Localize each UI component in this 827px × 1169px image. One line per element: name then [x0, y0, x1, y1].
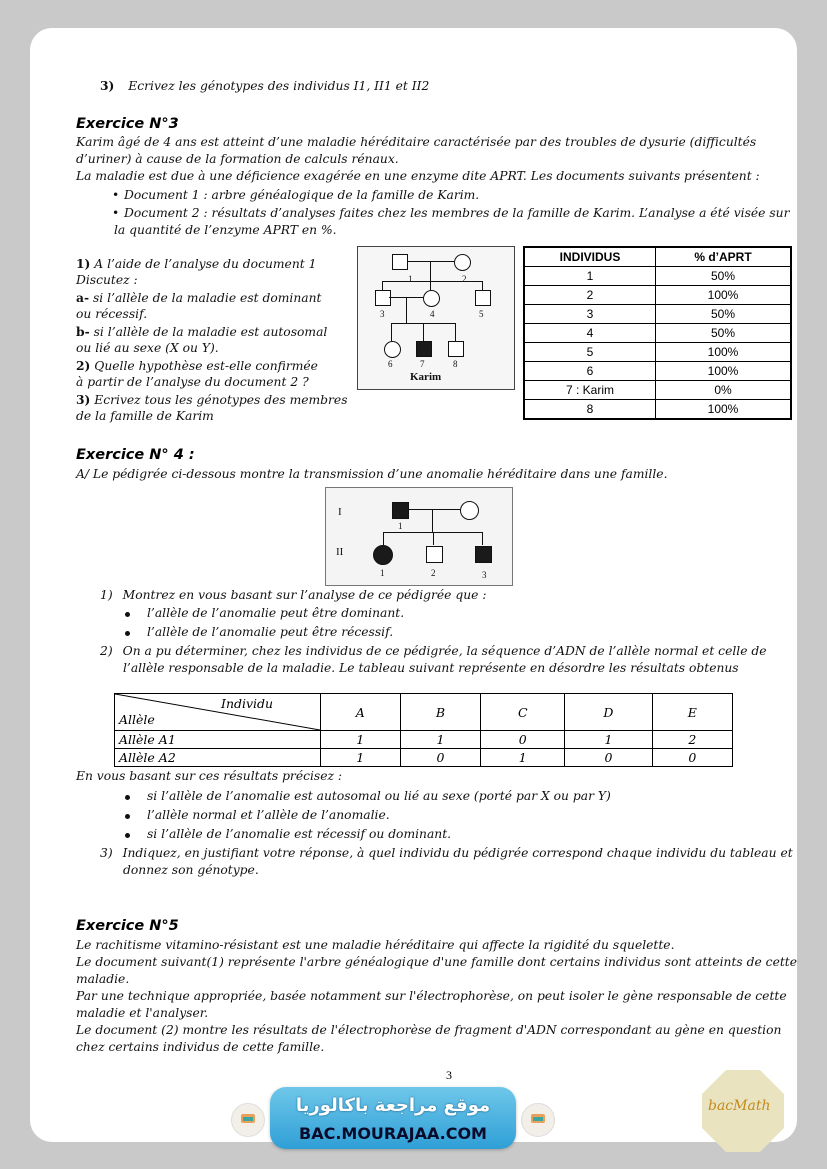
- col-header: A: [321, 694, 401, 731]
- cell: 2: [652, 731, 732, 749]
- bullet: [125, 631, 130, 636]
- sibship-line: [382, 281, 483, 282]
- row-label: Allèle A2: [115, 749, 321, 767]
- cell: 4: [524, 324, 656, 343]
- label-4: 4: [430, 309, 435, 319]
- cell: 1: [524, 267, 656, 286]
- ex3-line-1: Karim âgé de 4 ans est atteint d’une maladie héréditaire caractérisée par des troubles de dysurie (difficultés: [76, 135, 757, 149]
- individual-I1-affected-male: [392, 502, 409, 519]
- individual-8-male: [448, 341, 464, 357]
- q-text: Montrez en vous basant sur l’analyse de ce pédigrée que :: [122, 588, 487, 602]
- cell: 100%: [656, 343, 792, 362]
- ex3-question-b: [76, 323, 327, 341]
- corner-bottom: Allèle: [119, 712, 155, 727]
- ex3-bullet-document-2-cont: la quantité de l’enzyme APRT en %.: [114, 223, 337, 237]
- cell: 100%: [656, 286, 792, 305]
- ex5-line-7: chez certains individus de cette famille.: [76, 1040, 325, 1054]
- header-aprt: % d’APRT: [656, 247, 792, 267]
- individual-2-female: [454, 254, 471, 271]
- col-header: E: [652, 694, 732, 731]
- previous-question: [100, 77, 429, 95]
- branch-line: [455, 323, 456, 341]
- cell: 7 : Karim: [524, 381, 656, 400]
- cell: 2: [524, 286, 656, 305]
- table-row: [524, 286, 791, 305]
- generation-II: II: [336, 546, 344, 558]
- right-badge-icon: [521, 1103, 555, 1137]
- individual-I2-female: [460, 501, 479, 520]
- row-label: Allèle A1: [115, 731, 321, 749]
- branch-line: [482, 281, 483, 290]
- q-text: On a pu déterminer, chez les individus de ce pédigrée, la séquence d’ADN de l’allèle normal et celle de: [122, 644, 767, 658]
- ex4-question-2: [100, 643, 767, 660]
- q-text: si l’allèle de la maladie est dominant: [89, 291, 322, 305]
- q-text: Indiquez, en justifiant votre réponse, à quel individu du pédigrée correspond chaque individu du tableau et: [122, 846, 793, 860]
- q-num: b-: [76, 324, 90, 339]
- ex5-line-1: Le rachitisme vitamino-résistant est une maladie héréditaire qui affecte la rigidité du squelette.: [76, 938, 675, 952]
- individual-II2-male: [426, 546, 443, 563]
- banner-url: BAC.MOURAJAA.COM: [299, 1124, 487, 1143]
- label-5: 5: [479, 309, 484, 319]
- generation-I: I: [338, 506, 342, 518]
- branch-line: [430, 281, 431, 290]
- individual-II1-affected-female: [373, 545, 393, 565]
- branch-line: [391, 323, 392, 341]
- ex4-after-table: En vous basant sur ces résultats précisez :: [76, 769, 343, 783]
- ex4-bullet-2: l’allèle normal et l’allèle de l’anomalie.: [147, 808, 390, 822]
- ex5-line-6: Le document (2) montre les résultats de l'électrophorèse de fragment d'ADN correspondant au gène en question: [76, 1023, 782, 1037]
- cell: 0%: [656, 381, 792, 400]
- descent-line: [430, 261, 431, 281]
- cell: 3: [524, 305, 656, 324]
- cell: 5: [524, 343, 656, 362]
- label-II2: 2: [431, 568, 436, 578]
- cell: 1: [321, 731, 401, 749]
- col-header: C: [481, 694, 565, 731]
- table-row: [524, 381, 791, 400]
- exercise-5-title: Exercice N°5: [76, 918, 179, 934]
- q-text: A l’aide de l’analyse du document 1: [90, 257, 317, 271]
- label-I1: 1: [398, 521, 403, 531]
- table-row: [524, 362, 791, 381]
- label-8: 8: [453, 359, 458, 369]
- individual-II3-affected-male: [475, 546, 492, 563]
- descent-line: [432, 509, 433, 532]
- q-num: 3): [76, 392, 91, 407]
- marriage-line: [407, 509, 460, 510]
- q-num: 2): [100, 644, 113, 658]
- header-individus: INDIVIDUS: [524, 247, 656, 267]
- q-num: 1): [100, 588, 113, 602]
- cell: 1: [481, 749, 565, 767]
- q-num: 1): [76, 256, 91, 271]
- allele-table: [114, 693, 733, 767]
- ex4-q1-bullet-2: l’allèle de l’anomalie peut être récessif.: [147, 625, 394, 639]
- page-number: 3: [446, 1068, 452, 1082]
- ex3-bullet-document-2: • Document 2 : résultats d’analyses faites chez les membres de la famille de Karim. L’analyse a été visée sur: [124, 205, 789, 222]
- bullet: [125, 795, 130, 800]
- individual-6-female: [384, 341, 401, 358]
- bullet: [125, 814, 130, 819]
- label-II3: 3: [482, 570, 487, 580]
- ex4-bullet-1: si l’allèle de l’anomalie est autosomal ou lié au sexe (porté par X ou par Y): [147, 789, 611, 803]
- table-row: [524, 267, 791, 286]
- label-II1: 1: [380, 568, 385, 578]
- exercise-3-title: Exercice N°3: [76, 116, 179, 132]
- ex3-line-2: d’uriner) à cause de la formation de calculs rénaux.: [76, 152, 399, 166]
- bacmath-logo: [700, 1068, 786, 1154]
- site-banner[interactable]: [270, 1087, 516, 1149]
- label-7: 7: [420, 359, 425, 369]
- individual-7-affected-male: [416, 341, 432, 357]
- q-text: Ecrivez tous les génotypes des membres: [90, 393, 348, 407]
- ex3-question-b-line-2: ou lié au sexe (X ou Y).: [76, 341, 219, 355]
- cell: 0: [565, 749, 652, 767]
- ex3-question-a-line-2: ou récessif.: [76, 307, 148, 321]
- ex3-question-3: [76, 391, 348, 409]
- table-row: [524, 400, 791, 420]
- cell: 50%: [656, 267, 792, 286]
- logo-text: bacMath: [708, 1098, 771, 1114]
- cell: 1: [565, 731, 652, 749]
- ex5-line-4: Par une technique appropriée, basée notamment sur l'électrophorèse, on peut isoler le gène responsable de cette: [76, 989, 787, 1003]
- ex5-line-5: maladie et l'analyser.: [76, 1006, 209, 1020]
- branch-line: [433, 532, 434, 545]
- ex5-line-3: maladie.: [76, 972, 130, 986]
- cell: 1: [321, 749, 401, 767]
- exercise-4-title: Exercice N° 4 :: [76, 447, 195, 463]
- cell: 50%: [656, 324, 792, 343]
- table-row: [115, 731, 733, 749]
- branch-line: [382, 281, 383, 290]
- col-header: D: [565, 694, 652, 731]
- q-num: a-: [76, 290, 90, 305]
- cell: 6: [524, 362, 656, 381]
- branch-line: [383, 532, 384, 545]
- table-row: [524, 324, 791, 343]
- question-number: 3): [100, 78, 115, 93]
- individual-5-male: [475, 290, 491, 306]
- cell: 0: [400, 749, 481, 767]
- q-text: si l’allèle de la maladie est autosomal: [89, 325, 328, 339]
- individual-4-female: [423, 290, 440, 307]
- cell: 8: [524, 400, 656, 420]
- ex4-question-1: [100, 587, 486, 604]
- cell: 0: [481, 731, 565, 749]
- ex3-question-3-line-2: de la famille de Karim: [76, 409, 214, 423]
- table-row: [115, 749, 733, 767]
- ex3-question-1-line-2: Discutez :: [76, 273, 138, 287]
- label-2: 2: [462, 274, 467, 284]
- individual-1-male: [392, 254, 408, 270]
- cell: 0: [652, 749, 732, 767]
- ex4-question-3-line-2: donnez son génotype.: [123, 863, 259, 877]
- ex3-line-3: La maladie est due à une déficience exagérée en une enzyme dite APRT. Les documents suivants présentent :: [76, 169, 760, 183]
- ex3-question-1: [76, 255, 316, 273]
- corner-top: Individu: [221, 696, 274, 711]
- label-6: 6: [388, 359, 393, 369]
- bullet: [125, 833, 130, 838]
- descent-line: [406, 297, 407, 323]
- question-text: Ecrivez les génotypes des individus I1, II1 et II2: [128, 79, 430, 93]
- corner-cell: [115, 694, 321, 731]
- q-text: Quelle hypothèse est-elle confirmée: [90, 359, 318, 373]
- ex4-pedigree: [325, 487, 513, 586]
- ex4-question-2-line-2: l’allèle responsable de la maladie. Le tableau suivant représente en désordre les résultats obtenus: [123, 661, 739, 675]
- cell: 1: [400, 731, 481, 749]
- label-1: 1: [408, 274, 413, 284]
- left-badge-icon: [231, 1103, 265, 1137]
- ex4-intro: A/ Le pédigrée ci-dessous montre la transmission d’une anomalie héréditaire dans une famille.: [76, 467, 668, 481]
- ex4-q1-bullet-1: l’allèle de l’anomalie peut être dominant.: [147, 606, 405, 620]
- aprt-table: [523, 246, 792, 420]
- table-row: [524, 343, 791, 362]
- col-header: B: [400, 694, 481, 731]
- ex3-question-2: [76, 357, 318, 375]
- bullet: [125, 612, 130, 617]
- ex3-question-2-line-2: à partir de l’analyse du document 2 ?: [76, 375, 309, 389]
- karim-pedigree: [357, 246, 515, 390]
- banner-arabic-text: موقع مراجعة باكالوريا: [295, 1095, 491, 1116]
- ex4-bullet-3: si l’allèle de l’anomalie est récessif ou dominant.: [147, 827, 452, 841]
- cell: 100%: [656, 400, 792, 420]
- cell: 100%: [656, 362, 792, 381]
- label-karim: Karim: [410, 371, 442, 383]
- q-num: 3): [100, 846, 113, 860]
- ex3-bullet-document-1: • Document 1 : arbre généalogique de la famille de Karim.: [124, 187, 479, 204]
- ex3-question-a: [76, 289, 321, 307]
- ex4-question-3: [100, 845, 793, 862]
- branch-line: [423, 323, 424, 341]
- q-num: 2): [76, 358, 91, 373]
- ex5-line-2: Le document suivant(1) représente l'arbre généalogique d'une famille dont certains individus sont atteints de cette: [76, 955, 798, 969]
- cell: 50%: [656, 305, 792, 324]
- branch-line: [482, 532, 483, 545]
- table-row: [524, 305, 791, 324]
- label-3: 3: [380, 309, 385, 319]
